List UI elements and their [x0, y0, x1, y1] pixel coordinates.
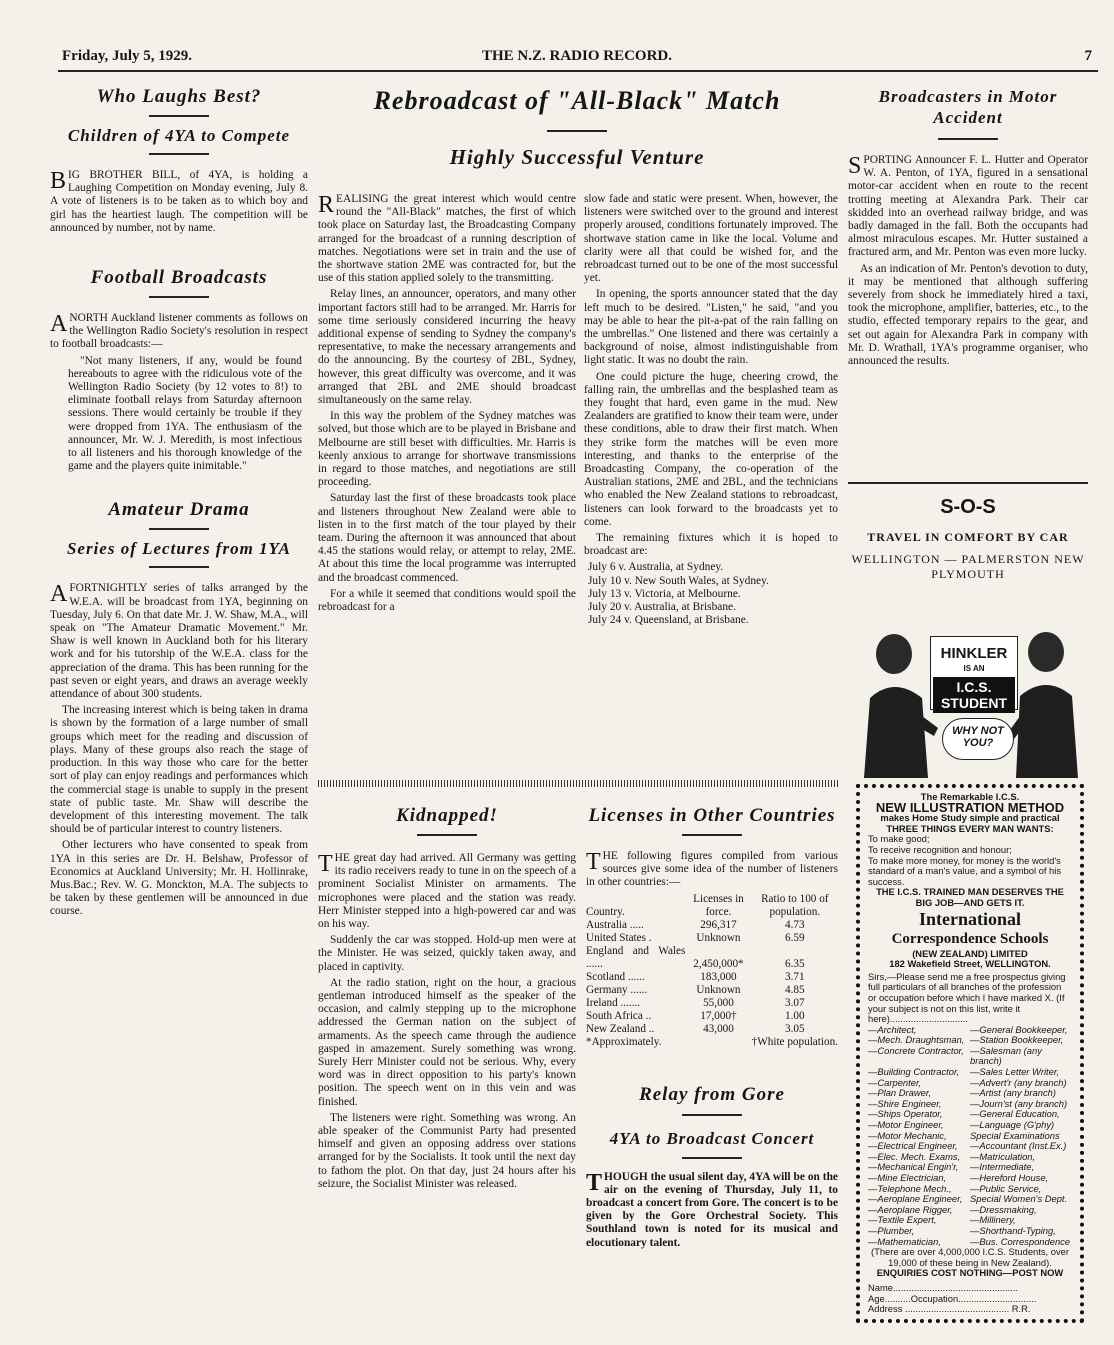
ad-line: To make good; — [868, 833, 930, 845]
course-option[interactable]: —Telephone Mech., — [868, 1182, 952, 1194]
hinkler-sign — [930, 636, 1018, 710]
course-option[interactable]: —Mech. Draughtsman, — [868, 1034, 965, 1046]
ics-illustration — [856, 618, 1082, 778]
course-option[interactable]: —Mathematician, — [868, 1235, 941, 1247]
kidnapped-para-4: The listeners were right. Something was wrong. An able speaker of the Communist Party had presented himself and given an opposing address over stations arranged for by the Socialists. It took until the next day to fathom the plot. On that day, just 24 hours after his seizure, the Socialist Minister was released. — [318, 1111, 576, 1190]
sos-title: S-O-S — [940, 496, 996, 518]
ics-advert — [856, 784, 1084, 1323]
col-header: Licenses in force. — [693, 892, 744, 918]
table-row: New Zealand .. 43,000 3.05 — [586, 1022, 805, 1035]
course-option[interactable]: —Plumber, — [868, 1224, 915, 1236]
course-option[interactable]: —Advert'r (any branch) — [970, 1076, 1067, 1088]
sos-advert — [848, 492, 1088, 582]
course-option[interactable]: —Shorthand-Typing, — [970, 1224, 1056, 1236]
school-name: International — [918, 908, 1021, 929]
course-option[interactable]: —Architect, — [868, 1023, 917, 1035]
divider — [682, 1157, 742, 1159]
main-article-col-a — [318, 193, 576, 617]
page-header — [62, 48, 1092, 70]
course-option[interactable]: —Ships Operator, — [868, 1108, 943, 1120]
course-option[interactable]: —Dressmaking, — [970, 1203, 1037, 1215]
main-para-2: Relay lines, an announcer, operators, and many other important factors still had to be arranged. Mr. Harris for some time seriously considered incurring the heavy additional expense of sending to Sydney the company's representative, to make the necessary arrangements and do the announcing. By the courtesy of 2BL, Sydney, however, this great difficulty was overcome, and it was arranged that 2BL and 2ME should broadcast simultaneously on the same relay. — [318, 288, 576, 407]
ad-callout: ENQUIRIES COST NOTHING—POST NOW — [876, 1267, 1064, 1279]
drop-cap: R — [318, 192, 335, 218]
ad-line: To make more money, for money is the world's standard of a man's value, and a symbol of his success. — [868, 854, 1062, 887]
kidnapped-article — [318, 804, 576, 1194]
sos-route: WELLINGTON — PALMERSTON NEW PLYMOUTH — [851, 552, 1085, 581]
fixture-item: July 6 v. Australia, at Sydney. — [588, 561, 724, 574]
school-name: (NEW ZEALAND) LIMITED — [912, 947, 1028, 959]
sign-text: I.C.S. STUDENT — [933, 677, 1015, 713]
course-option[interactable]: —Aeroplane Rigger, — [868, 1203, 953, 1215]
publication-title: THE N.Z. RADIO RECORD. — [481, 48, 673, 64]
ad-line: THE I.C.S. TRAINED MAN DESERVES THE BIG JOB—AND GETS IT. — [876, 886, 1064, 908]
article-separator — [318, 780, 838, 787]
course-option[interactable]: —Language (G'phy) — [970, 1119, 1055, 1131]
football-intro: ANORTH Auckland listener comments as follows on the Wellington Radio Society's resolution in respect to football broadcasts:— — [50, 311, 308, 351]
ad-line: NEW ILLUSTRATION METHOD — [875, 799, 1065, 815]
course-option[interactable]: —Artist (any branch) — [970, 1087, 1056, 1099]
relay-subhead: 4YA to Broadcast Concert — [609, 1128, 815, 1148]
drama-para-1: AFORTNIGHTLY series of talks arranged by the W.E.A. will be broadcast from 1YA, beginning on Tuesday, July 6. On that date Mr. J. W. Shaw, M.A., will speak on "The Amateur Dramatic Movement." Mr. Shaw is well known in Auckland both for his literary work and for his tutorship of the W.E.A. class for the appreciation of the drama. This has been running for the past seven or eight years, and draws an average weekly attendance of about 300 students. — [50, 581, 308, 701]
course-option[interactable]: —Elec. Mech. Exams, — [868, 1150, 961, 1162]
course-option[interactable]: —Accountant (Inst.Ex.) — [970, 1140, 1067, 1152]
drama-subhead: Series of Lectures from 1YA — [66, 539, 292, 559]
table-row: Scotland ...... 183,000 3.71 — [586, 970, 805, 983]
drop-cap: T — [318, 851, 333, 877]
divider — [149, 566, 209, 568]
issue-date: Friday, July 5, 1929. — [62, 48, 193, 64]
kidnapped-para-3: At the radio station, right on the hour, a gracious gentleman introduced himself as the speaker of the occasion, and calmly stepping up to the microphone addressed the German nation on the subject of armaments. As the speech came through the audience gasped in amazement. Surely something was wrong. Surely Herr Minister could not be serious. Why, every word was in direct opposition to his party's known position. The speech went on in this vein and was finished. — [318, 976, 576, 1108]
accident-article — [848, 86, 1088, 371]
laughs-headline: Who Laughs Best? — [96, 86, 262, 107]
main-headline: Rebroadcast of "All-Black" Match — [373, 86, 781, 115]
drama-headline: Amateur Drama — [108, 499, 250, 521]
divider — [149, 153, 209, 155]
ad-line: THREE THINGS EVERY MAN WANTS: — [886, 822, 1054, 834]
licenses-headline: Licenses in Other Countries — [588, 805, 836, 826]
drop-cap: T — [586, 1169, 603, 1196]
ad-note: (There are over 4,000,000 I.C.S. Students, over 19,000 of these being in New Zealand). — [870, 1246, 1070, 1268]
table-row: South Africa .. 17,000† 1.00 — [586, 1009, 805, 1022]
football-quote: "Not many listeners, if any, would be found hereabouts to agree with the ridiculous vote of the Wellington Radio Society (by 12 votes to 8!) to eliminate football relays from Saturday afternoon sessions. There would certainly be trouble if they were dropped from 1YA. The enthusiasm of the announcer, Mr. W. J. Meredith, is most infectious to all listeners and his thorough knowledge of the game and the players quite inimitable." — [68, 354, 302, 473]
fixture-item: July 24 v. Queensland, at Brisbane. — [588, 614, 749, 627]
table-row: England and Wales ...... 2,450,000* 6.35 — [586, 944, 805, 970]
main-para-5: For a while it seemed that conditions would spoil the rebroadcast for a — [318, 587, 576, 614]
licenses-article — [586, 804, 838, 1253]
divider — [417, 834, 477, 836]
course-option[interactable]: —Shire Engineer, — [868, 1097, 942, 1109]
main-para-8: One could picture the huge, cheering crowd, the falling rain, the umbrellas and the besplashed team as they fought that hard, even game in the mud. New Zealanders are gratified to know their team were, under these conditions, able to draw their first match. When they strike form the matches will be even more interesting, and thanks to the enterprise of the Broadcasting Company, the co-operation of the Australian stations, 2ME and 2BL, and the technicians who enabled the New Zealand stations to rebroadcast, listeners can look forward to the broadcasts yet to come. — [584, 370, 838, 528]
sos-line: TRAVEL IN COMFORT BY CAR — [867, 530, 1069, 544]
sign-text: HINKLER — [940, 645, 1008, 662]
drop-cap: A — [50, 311, 68, 338]
drama-para-3: Other lecturers who have consented to speak from 1YA in this series are Dr. H. Belshaw, Professor of Economics at Auckland University; Mr. H. Hollinrake, Mus.Bac.; Rev. W. G. Monckton, M.A. The subjects to be taken by these gentlemen will be announced in due course. — [50, 839, 308, 918]
course-option[interactable]: —General Education, — [970, 1108, 1060, 1120]
drop-cap: A — [50, 581, 68, 608]
main-headline-block — [318, 86, 836, 169]
main-para-1: REALISING the great interest which would centre round the "All-Black" matches, the first of which took place on Saturday last, the Broadcasting Company arranged for the broadcast of a running description of matches. Negotiations were set in train and the use of the shortwave station 2ME was contracted for, but the use of this station applied solely to the transmitting. — [318, 192, 576, 285]
divider — [682, 834, 742, 836]
bubble-text: YOU? — [962, 737, 994, 749]
course-option[interactable]: —Textile Expert, — [868, 1214, 937, 1226]
course-option[interactable]: —Public Service, — [970, 1182, 1042, 1194]
school-address: 182 Wakefield Street, WELLINGTON. — [889, 958, 1051, 970]
fixture-item: July 13 v. Victoria, at Melbourne. — [588, 587, 741, 600]
course-option[interactable]: —Building Contractor, — [868, 1066, 960, 1078]
course-option: Special Examinations — [970, 1129, 1060, 1141]
football-headline: Football Broadcasts — [90, 267, 268, 289]
drama-para-2: The increasing interest which is being taken in drama is shown by the formation of a large number of small groups which meet for the reading and discussion of plays. Many of these groups also reach the stage of production. In this way those who care for the better sort of play can enjoy readings and performances which the commercial stage is unable to supply in the present state of public taste. Mr. Shaw will describe the development of this interesting movement. The talk should be of particular interest to country listeners. — [50, 704, 308, 836]
laughs-body: BIG BROTHER BILL, of 4YA, is holding a Laughing Competition on Monday evening, July 8. A vote of listeners is to be taken as to which boy and girl has the heartiest laugh. The competition will be announced by number, not by name. — [50, 168, 308, 234]
table-row: Ireland ....... 55,000 3.07 — [586, 996, 805, 1009]
main-para-9: The remaining fixtures which it is hoped to broadcast are: — [584, 532, 838, 558]
main-subhead: Highly Successful Venture — [449, 145, 705, 169]
relay-headline: Relay from Gore — [639, 1083, 785, 1105]
accident-para-2: As an indication of Mr. Penton's devotion to duty, it may be mentioned that although suffering severely from shock he immediately hired a taxi, took the microphone, amplifier, batteries, etc., to the studio, effected temporary repairs to the gear, and set out again for Alexandra Park in company with Mr. D. Wrathall, 1YA's programme organiser, who announced the results. — [848, 262, 1088, 368]
course-option[interactable]: —Concrete Contractor, — [868, 1044, 964, 1056]
course-option[interactable]: —Intermediate, — [970, 1161, 1035, 1173]
divider — [149, 528, 209, 530]
course-option[interactable]: —Carpenter, — [868, 1076, 922, 1088]
main-para-3: In this way the problem of the Sydney matches was solved, but those which are to be played in Brisbane and Melbourne are still beset with difficulties. Mr. Harris is keenly anxious to arrange for shortwave transmissions in regard to those matches, and negotiations are still proceeding. — [318, 410, 576, 489]
course-option[interactable]: —Electrical Engineer, — [868, 1140, 958, 1152]
main-para-6: slow fade and static were present. When, however, the listeners were switched over to the ground and interest properly aroused, conditions fortunately improved. The shortwave station came in like the local. Volume and clarity were all that could be wished for, and the rebroadcast turned out to be one of the most successful yet. — [584, 193, 838, 285]
main-para-4: Saturday last the first of these broadcasts took place and listeners throughout New Zealand were able to listen in to the first match of the tour played by their team. During the afternoon it was announced that about 4.45 the stations would relay, or attempt to relay, 2ME. At about this time the local programme was interrupted and the broadcast commenced. — [318, 492, 576, 584]
fixture-item: July 20 v. Australia, at Brisbane. — [588, 601, 736, 614]
coupon-name-field[interactable]: Name................................................ — [868, 1281, 1019, 1293]
course-option[interactable]: —General Bookkeeper, — [970, 1023, 1068, 1035]
main-para-7: In opening, the sports announcer stated that the day left much to be desired. "Listen," he said, "and you may be able to hear the pit-a-pat of the rain falling on the umbrellas." One listened and there was certainly a background of noise, almost indistinguishable from light static. It was no doubt the rain. — [584, 288, 838, 367]
relay-body: THOUGH the usual silent day, 4YA will be on the air on the evening of Thursday, July 11, to broadcast a concert from Gore. The concert is to be given by the Gore Orchestral Society. This Southland town is noted for its musical and elocutionary talent. — [586, 1169, 838, 1249]
coupon-instructions: Sirs,—Please send me a free prospectus giving full particulars of all branches of the profession or occupation before which I have marked X. (If your subject is not on this list, write it here).............................. — [868, 970, 1066, 1025]
col-header: Country. — [586, 905, 625, 918]
course-option[interactable]: —Aeroplane Engineer, — [868, 1193, 963, 1205]
ad-line: The Remarkable I.C.S. — [920, 791, 1020, 802]
course-option[interactable]: —Hereford House, — [970, 1172, 1049, 1183]
main-article-col-b — [584, 193, 838, 628]
table-footnote-row: *Approximately. †White population. — [586, 1035, 838, 1048]
laughs-subhead: Children of 4YA to Compete — [67, 126, 291, 145]
licenses-intro: THE following figures compiled from various sources give some idea of the number of listeners in other countries:— — [586, 849, 838, 889]
fixtures-list — [584, 561, 838, 627]
course-list — [868, 1025, 1072, 1247]
course-option[interactable]: —Millinery, — [970, 1214, 1016, 1226]
divider — [682, 1114, 742, 1116]
course-option[interactable]: —Mine Electrician, — [868, 1172, 947, 1183]
course-option[interactable]: —Mechanical Engin'r, — [868, 1161, 959, 1173]
accident-headline: Broadcasters in Motor Accident — [878, 87, 1058, 127]
col-header: Ratio to 100 of population. — [761, 892, 829, 918]
course-option[interactable]: —Station Bookkeeper, — [970, 1034, 1064, 1046]
ad-line: To receive recognition and honour; — [868, 843, 1012, 855]
drop-cap: S — [848, 153, 862, 179]
divider — [938, 138, 998, 140]
kidnapped-headline: Kidnapped! — [396, 805, 498, 826]
school-name: Correspondence Schools — [891, 930, 1049, 947]
divider — [149, 296, 209, 298]
coupon-address-field[interactable]: Address ........................................ R.R. — [868, 1303, 1031, 1315]
sign-text: IS AN — [963, 664, 985, 673]
course-option[interactable]: —Sales Letter Writer, — [970, 1066, 1060, 1078]
header-rule — [58, 70, 1098, 72]
accident-para-1: SPORTING Announcer F. L. Hutter and Operator W. A. Penton, of 1YA, figured in a sensational motor-car accident when en route to the recent trotting meeting at Alexandra Park. Their car skidded into an overhead railway bridge, and was badly damaged in the fall. Both the occupants had almost miraculous escapes. Mr. Hutter sustained a fractured arm, and Mr. Penton was even more lucky. — [848, 153, 1088, 259]
drop-cap: T — [586, 849, 601, 875]
drop-cap: B — [50, 168, 67, 194]
bubble-text: WHY NOT — [952, 725, 1004, 737]
course-option[interactable]: —Plan Drawer, — [868, 1087, 932, 1099]
coupon-age-occupation-field[interactable]: Age..........Occupation.............................. — [868, 1292, 1037, 1304]
course-option: Special Women's Dept. — [970, 1193, 1068, 1205]
course-option[interactable]: —Journ'st (any branch) — [970, 1097, 1068, 1109]
kidnapped-para-1: THE great day had arrived. All Germany was getting its radio receivers ready to tune in on the speech of a prominent Socialist Minister on armaments. The microphones were placed and the station was ready. Herr Minister stepped into a high-powered car and was on his way. — [318, 851, 576, 931]
why-not-bubble — [942, 718, 1014, 760]
kidnapped-para-2: Suddenly the car was stopped. Hold-up men were at the Minister. He was seized, quickly taken away, and placed in captivity. — [318, 934, 576, 973]
licenses-table — [586, 893, 838, 1049]
course-option[interactable]: —Motor Engineer, — [868, 1119, 944, 1131]
divider — [149, 115, 209, 117]
course-option[interactable]: —Bus. Correspondence — [970, 1235, 1071, 1247]
divider — [547, 130, 607, 132]
column-left — [50, 85, 308, 922]
course-option[interactable]: —Matriculation, — [970, 1150, 1036, 1162]
fixture-item: July 10 v. New South Wales, at Sydney. — [588, 574, 769, 587]
table-row: Australia ..... 296,317 4.73 — [586, 918, 805, 931]
course-option[interactable]: —Salesman (any branch) — [970, 1044, 1042, 1067]
table-header-row — [586, 893, 838, 919]
table-row: United States . Unknown 6.59 — [586, 931, 805, 944]
table-row: Germany ...... Unknown 4.85 — [586, 983, 805, 996]
ad-separator — [848, 482, 1088, 484]
course-option[interactable]: —Motor Mechanic, — [868, 1129, 947, 1141]
ad-line: makes Home Study simple and practical — [880, 812, 1060, 824]
page-number: 7 — [1084, 48, 1092, 64]
